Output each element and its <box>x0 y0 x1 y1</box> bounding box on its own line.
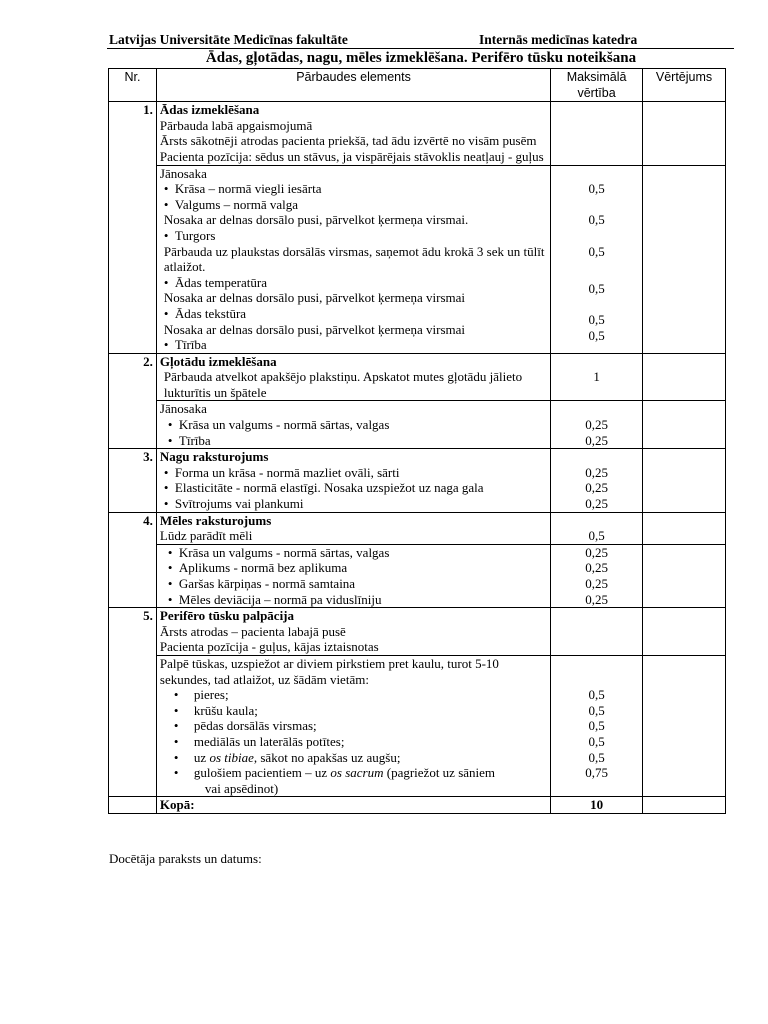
row-number: 3. <box>109 449 157 512</box>
score-cell <box>643 797 726 814</box>
assessment-table <box>108 68 726 814</box>
section-title: Perifēro tūsku palpācija <box>159 608 295 624</box>
section-title: Gļotādu izmeklēšana <box>159 353 277 369</box>
table-row <box>109 401 726 449</box>
max-value: 0,5 <box>551 512 643 544</box>
table-row <box>109 608 726 656</box>
score-cell <box>643 102 726 165</box>
section-title: Ādas izmeklēšana <box>159 102 260 118</box>
signature-line: Docētāja paraksts un datums: <box>109 851 262 866</box>
row-element: Mēles raksturojums Lūdz parādīt mēli <box>156 512 550 544</box>
table-row <box>109 544 726 607</box>
col-score: Vērtējums <box>643 69 726 102</box>
score-cell <box>643 608 726 656</box>
max-value: 0,25 0,25 0,25 <box>551 449 643 512</box>
table-row <box>109 102 726 165</box>
max-value <box>551 102 643 165</box>
header-divider <box>107 48 734 49</box>
max-value: 1 <box>551 353 643 401</box>
faculty-name: Latvijas Universitāte Medicīnas fakultāte <box>109 32 348 47</box>
row-element: Jānosaka • Krāsa – normā viegli iesārta • Valgums – normā valga Nosaka ar delnas dorsālo pusi, pārvelkot ķermeņa virsmai. • Turgors Pārbauda uz plaukstas dorsālās virsmas, saņemot ādu krokā 3 sek un tūlīt atlaižot. • Ādas temperatūra Nosaka ar delnas dorsālo pusi, pārvelkot ķermeņa virsmai • Ādas tekstūra Nosaka ar delnas dorsālo pusi, pārvelkot ķermeņa virsmai • Tīrība <box>156 165 550 353</box>
row-element: Ādas izmeklēšana Pārbauda labā apgaismojumā Ārsts sākotnēji atrodas pacienta priekšā, tad ādu izvērtē no visām pusēm Pacienta pozīcija: sēdus un stāvus, ja vispārējais stāvoklis neatļauj - guļus <box>156 102 550 165</box>
max-value: 0,25 0,25 <box>551 401 643 449</box>
document-title: Ādas, gļotādas, nagu, mēles izmeklēšana. Perifēro tūsku noteikšana <box>205 50 637 66</box>
section-title: Mēles raksturojums <box>159 512 272 528</box>
score-cell <box>643 449 726 512</box>
table-row <box>109 512 726 544</box>
total-row <box>109 797 726 814</box>
score-cell <box>643 165 726 353</box>
table-header-row <box>109 69 726 102</box>
row-element: Nagu raksturojums • Forma un krāsa - normā mazliet ovāli, sārti • Elasticitāte - normā elastīgi. Nosaka uzspiežot uz naga gala • Svītrojums vai plankumi <box>156 449 550 512</box>
row-number: 5. <box>109 608 157 797</box>
total-value: 10 <box>551 797 643 814</box>
row-element: Jānosaka • Krāsa un valgums - normā sārtas, valgas • Tīrība <box>156 401 550 449</box>
row-element: Perifēro tūsku palpācija Ārsts atrodas – pacienta labajā pusē Pacienta pozīcija - guļus, kājas iztaisnotas <box>156 608 550 656</box>
col-nr: Nr. <box>109 69 157 102</box>
table-row <box>109 655 726 796</box>
col-element: Pārbaudes elements <box>156 69 550 102</box>
max-value: 0,25 0,25 0,25 0,25 <box>551 544 643 607</box>
col-max-value: Maksimālā vērtība <box>551 69 643 102</box>
table-row <box>109 449 726 512</box>
row-element: • Krāsa un valgums - normā sārtas, valgas • Aplikums - normā bez aplikuma • Garšas kārpiņas - normā samtaina • Mēles deviācija – normā pa viduslīniju <box>156 544 550 607</box>
score-cell <box>643 512 726 544</box>
score-cell <box>643 544 726 607</box>
max-value <box>551 608 643 656</box>
document-header <box>109 32 731 48</box>
total-label: Kopā: <box>156 797 550 814</box>
score-cell <box>643 401 726 449</box>
row-number: 2. <box>109 353 157 449</box>
max-value: 0,5 0,5 0,5 0,5 0,5 0,5 <box>551 165 643 353</box>
row-element: Palpē tūskas, uzspiežot ar diviem pirkstiem pret kaulu, turot 5-10 sekundes, tad atlaižot, uz šādām vietām: • pieres; • krūšu kaula; • pēdas dorsālās virsmas; • mediālās un laterālās potītes; • uz os tibiae, sākot no apakšas uz augšu; • gulošiem pacientiem – uz os sacrum (pagriežot uz sāniem vai apsēdinot) <box>156 655 550 796</box>
table-row <box>109 165 726 353</box>
row-element: Gļotādu izmeklēšana Pārbauda atvelkot apakšējo plakstiņu. Apskatot mutes gļotādu jālieto lukturītis un špātele <box>156 353 550 401</box>
row-number: 4. <box>109 512 157 608</box>
section-title: Nagu raksturojums <box>159 449 269 465</box>
score-cell <box>643 353 726 401</box>
row-number: 1. <box>109 102 157 354</box>
max-value: 0,5 0,5 0,5 0,5 0,5 0,75 <box>551 655 643 796</box>
score-cell <box>643 655 726 796</box>
table-row <box>109 353 726 401</box>
department-name: Internās medicīnas katedra <box>479 32 638 47</box>
